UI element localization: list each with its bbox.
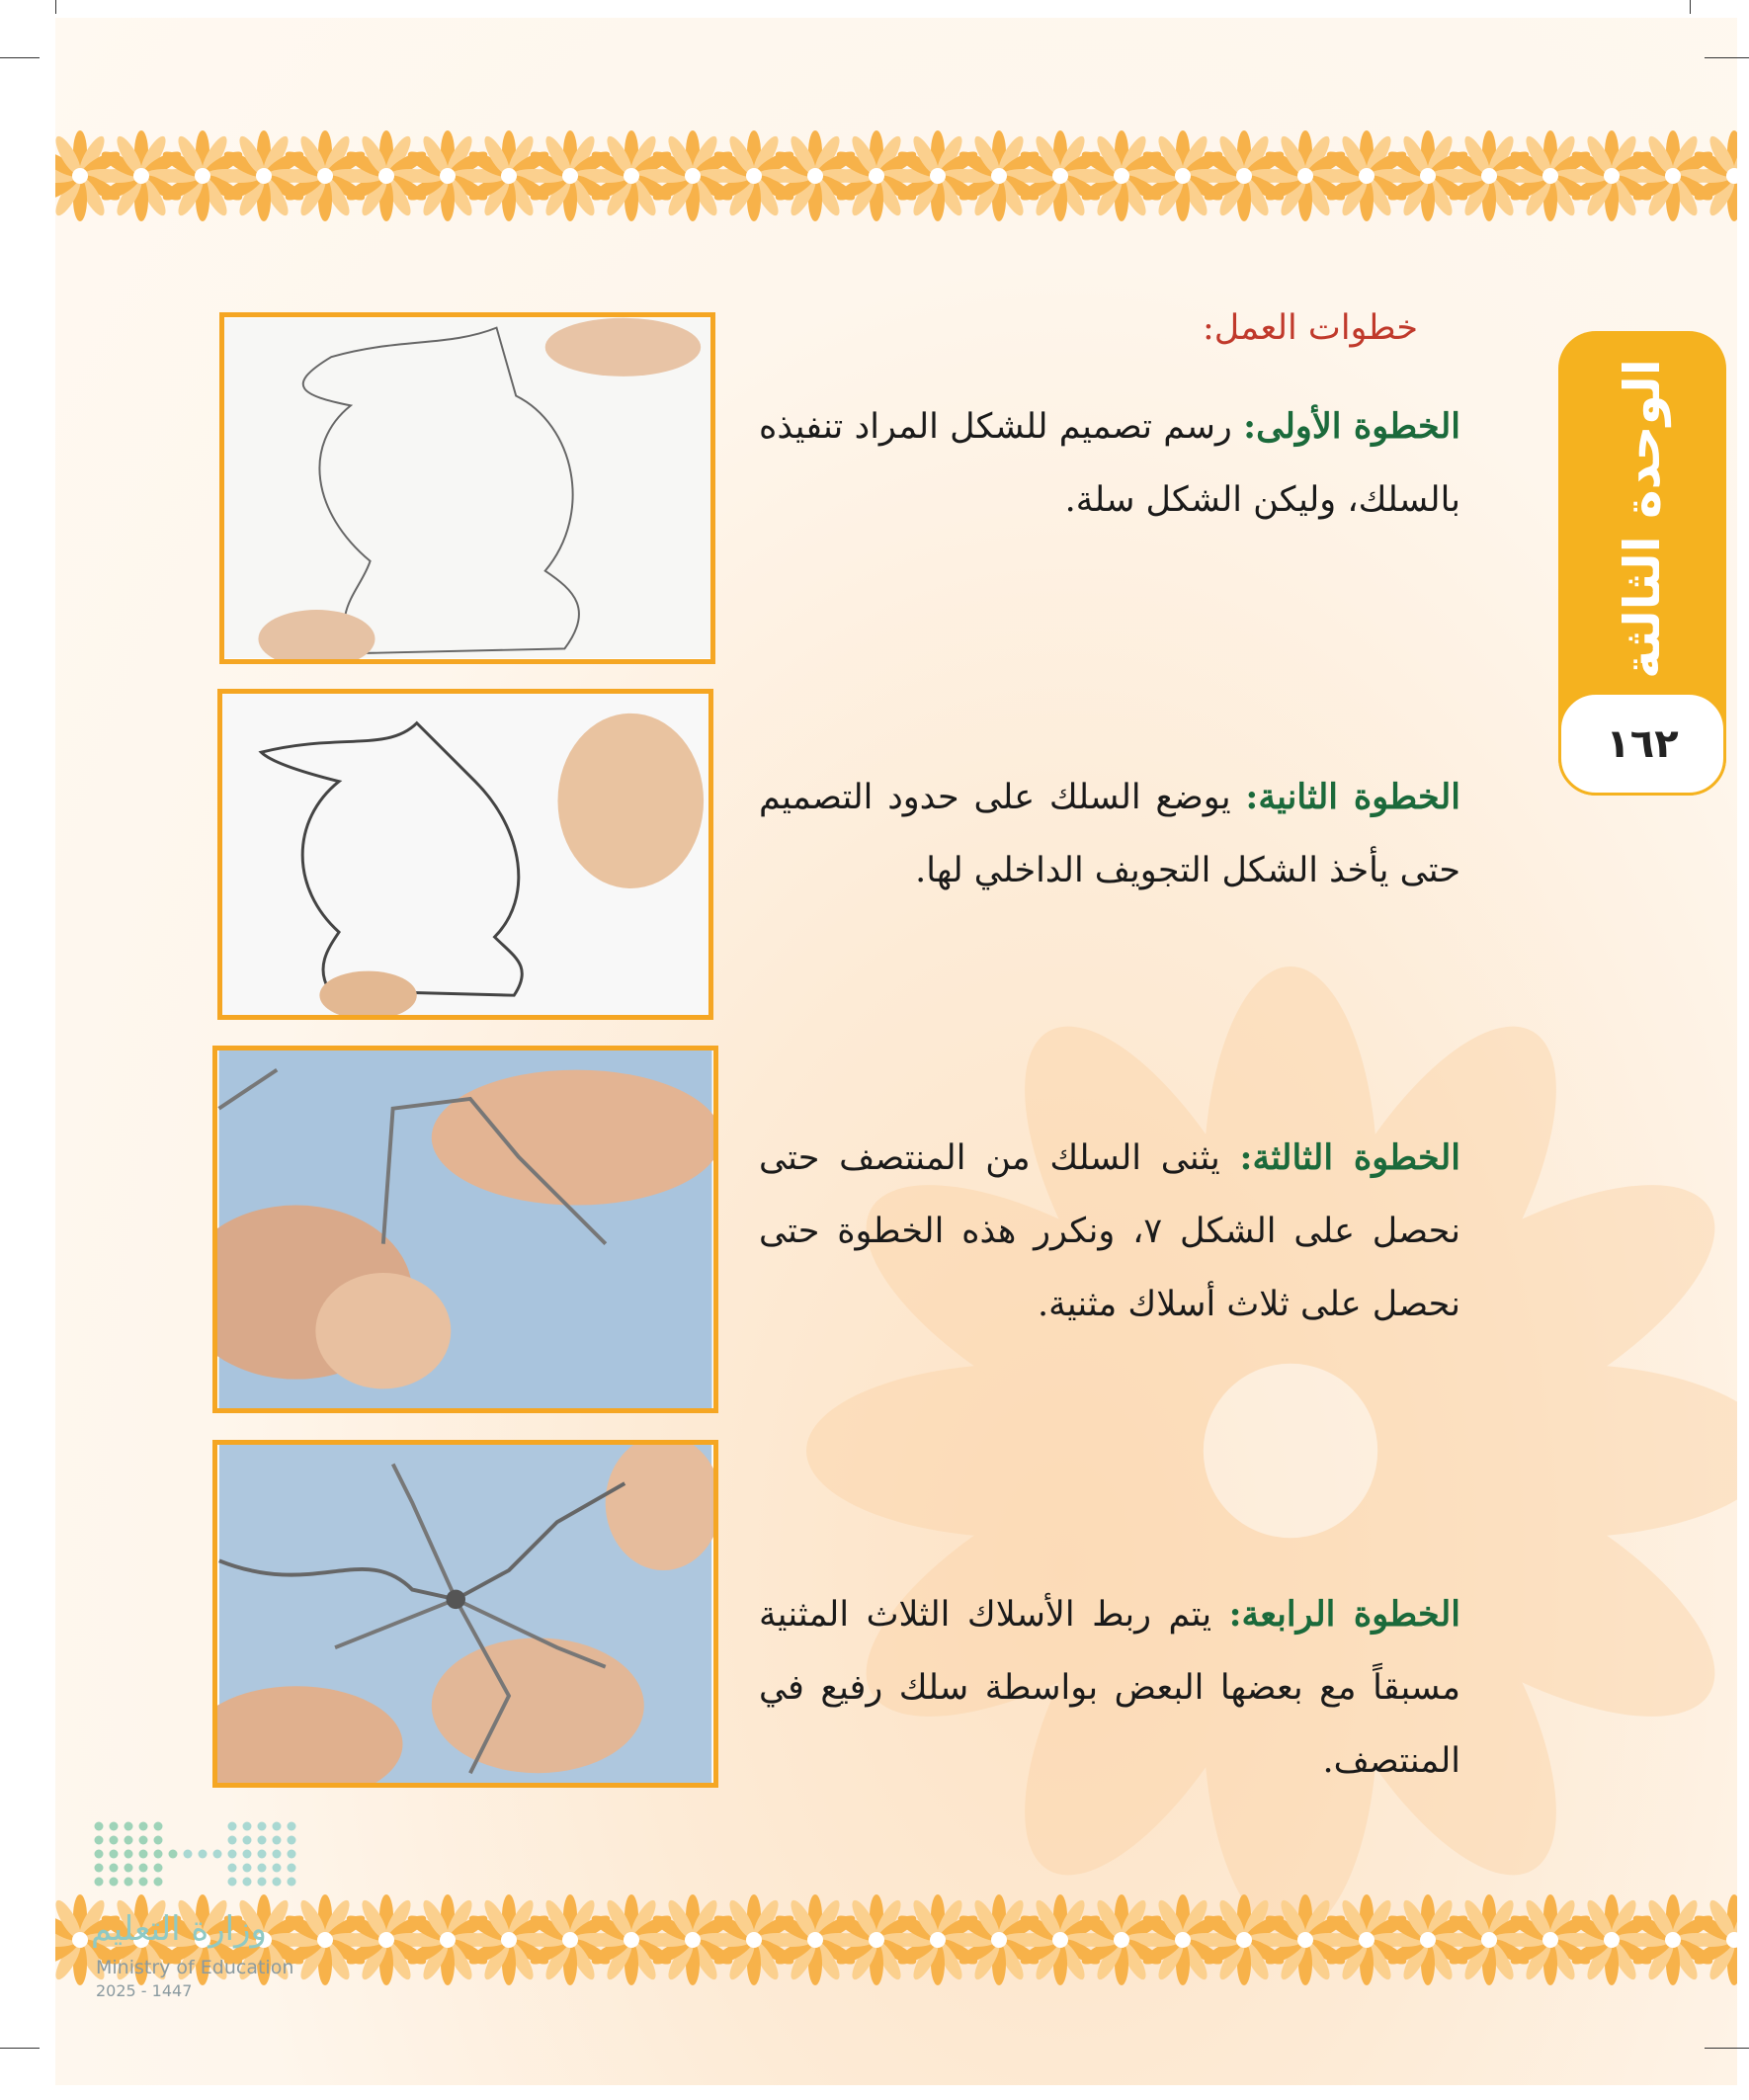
step-4-label: الخطوة الرابعة: <box>1228 1594 1461 1635</box>
top-flower-border <box>55 112 1737 240</box>
step-2-text <box>759 761 1460 907</box>
ministry-year: 2025 - 1447 <box>96 1981 193 2000</box>
section-heading: خطوات العمل: <box>1202 308 1418 348</box>
step-1-body: رسم تصميم للشكل المراد تنفيذه بالسلك، وليكن الشكل سلة. <box>759 407 1460 520</box>
ministry-arabic-name: وزارة التعليم <box>91 1909 267 1949</box>
step-2-body: يوضع السلك على حدود التصميم حتى يأخذ الشكل التجويف الداخلي لها. <box>759 778 1460 890</box>
step-3-text <box>759 1122 1460 1341</box>
step-3-label: الخطوة الثالثة: <box>1239 1137 1460 1178</box>
page-number: ١٦٢ <box>1558 692 1726 796</box>
ministry-logo <box>91 1818 328 2000</box>
step-4-text <box>759 1578 1460 1798</box>
ministry-english-name: Ministry of Education <box>96 1957 294 1978</box>
crop-mark <box>1705 57 1749 58</box>
bending-wire-photo <box>212 1046 718 1413</box>
step-1-text <box>759 390 1460 537</box>
unit-title: الوحدة الثالثة <box>1614 359 1671 679</box>
step-2-label: الخطوة الثانية: <box>1245 777 1460 817</box>
step-4-body: يتم ربط الأسلاك الثلاث المثنية مسبقاً مع بعضها البعض بواسطة سلك رفيع في المنتصف. <box>759 1595 1460 1781</box>
crop-mark <box>55 0 56 14</box>
unit-tab-label <box>1558 341 1726 697</box>
crop-mark <box>1690 0 1691 14</box>
step-1-label: الخطوة الأولى: <box>1243 406 1460 447</box>
ministry-dots-icon <box>91 1818 308 1897</box>
drawing-basket-photo <box>219 312 715 664</box>
crop-mark <box>1705 2048 1749 2049</box>
step-3-body: يثنى السلك من المنتصف حتى نحصل على الشكل ٧، ونكرر هذه الخطوة حتى نحصل على ثلاث أسلاك مثنية. <box>759 1138 1460 1324</box>
crop-mark <box>0 2048 40 2049</box>
wire-on-drawing-photo <box>217 689 713 1020</box>
crop-mark <box>0 57 40 58</box>
tying-wires-photo <box>212 1440 718 1788</box>
